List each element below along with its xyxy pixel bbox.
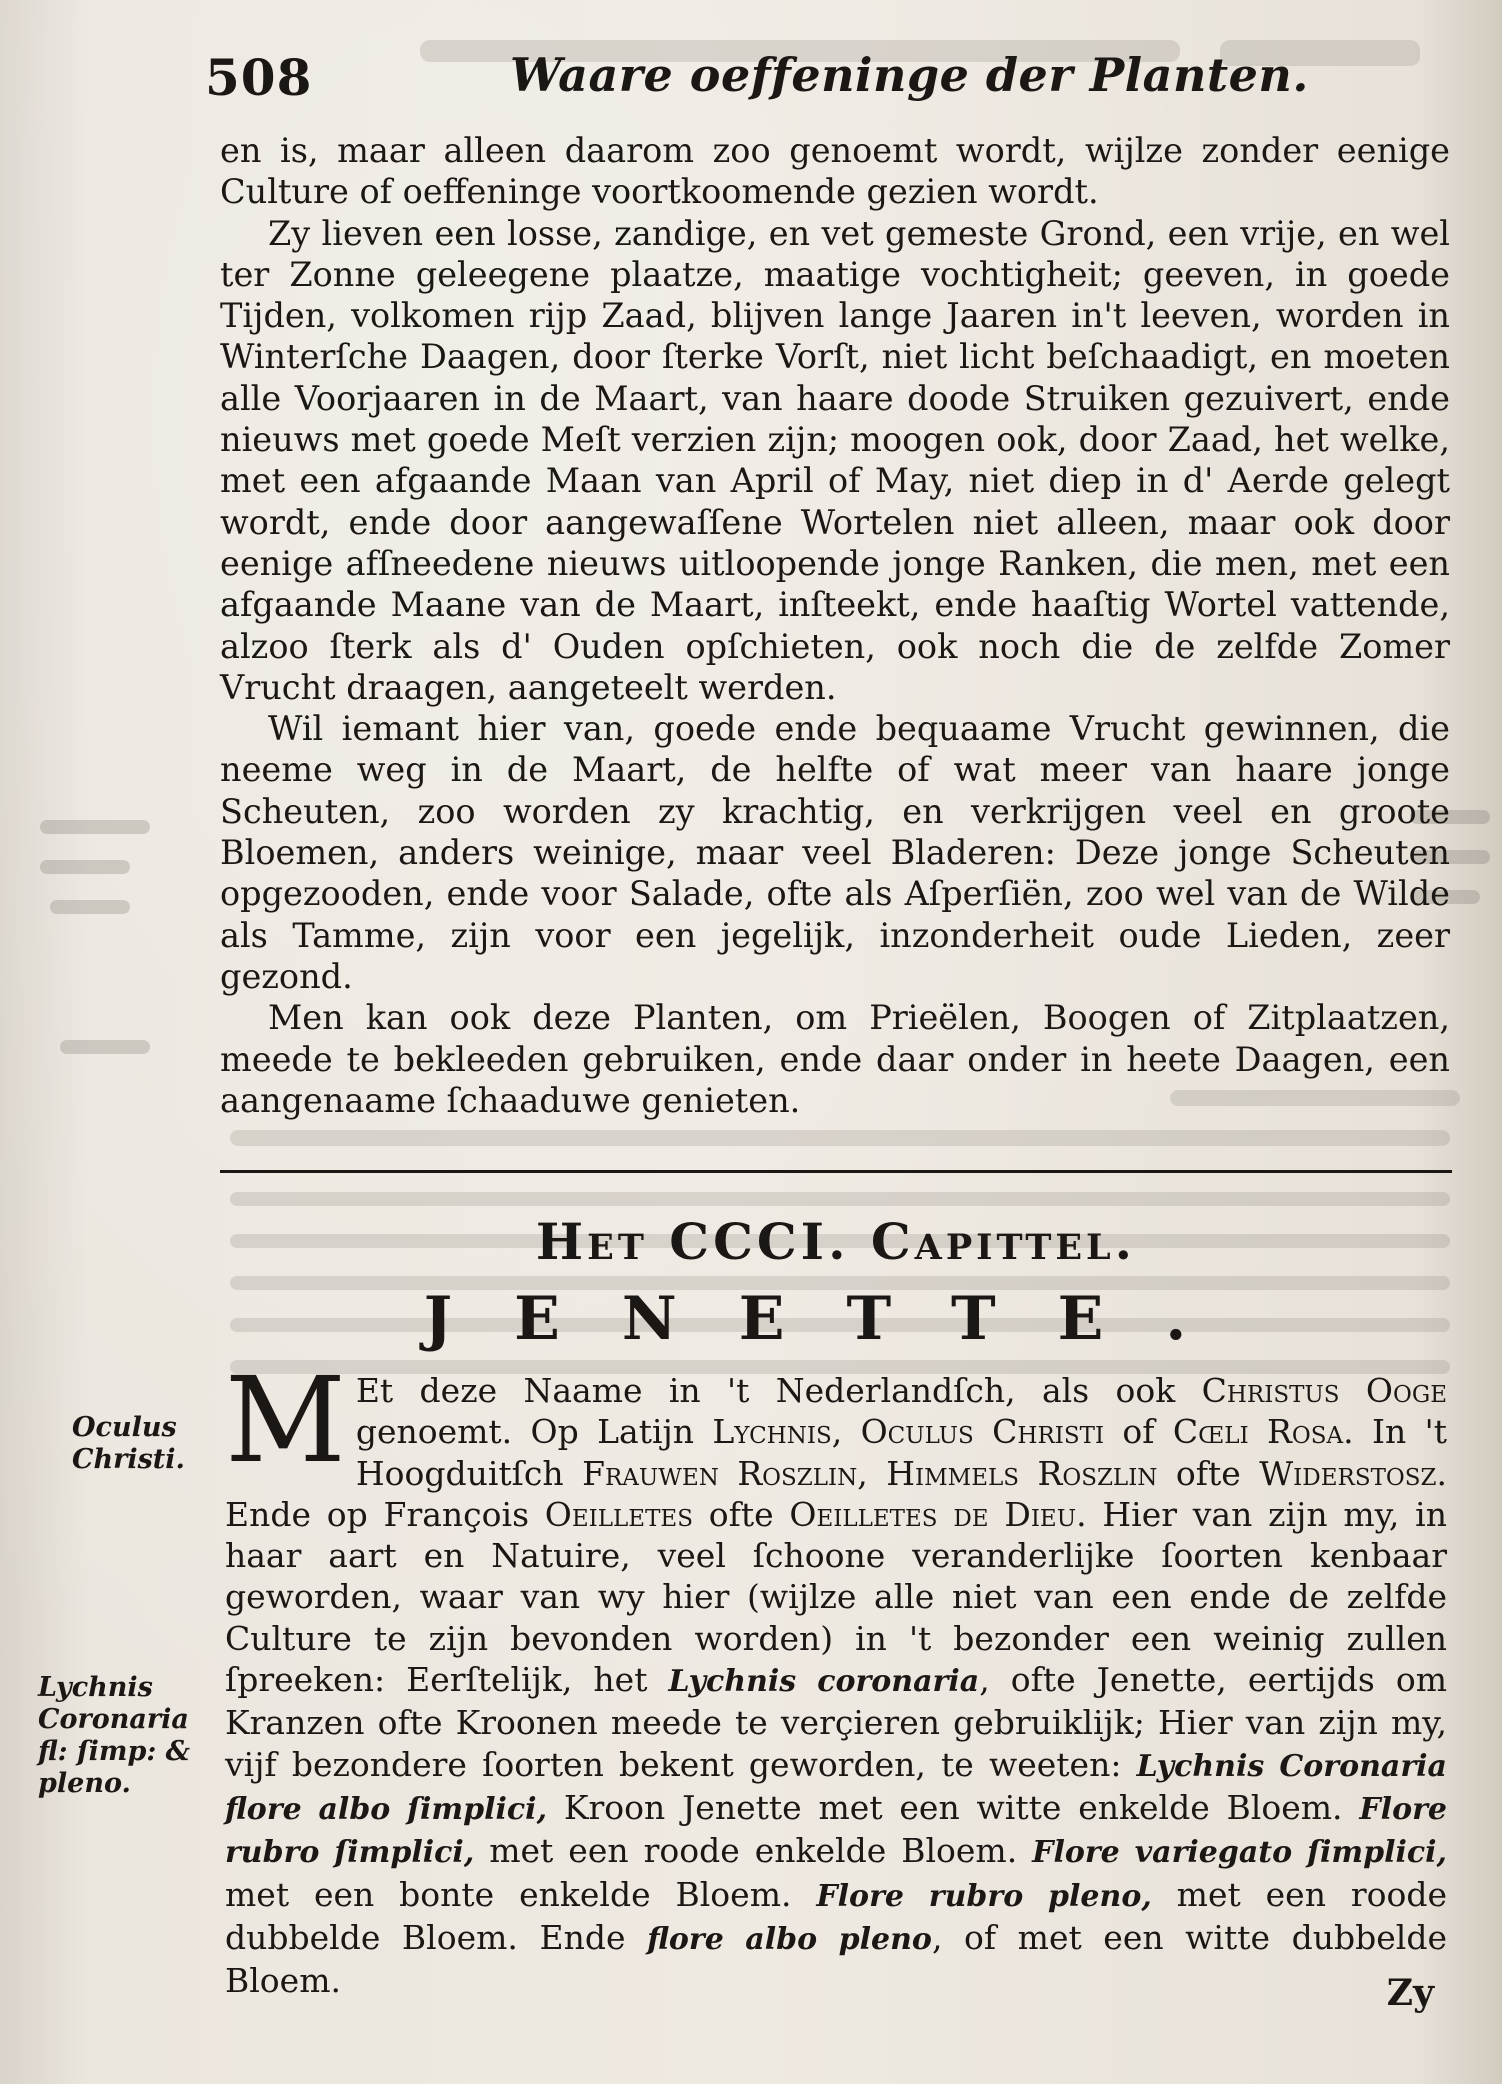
paragraph-continuation: en is, maar alleen daarom zoo genoemt wordt, wijlze zonder eenige Culture of oeffeninge voortkoomende gezien wordt. — [220, 131, 1450, 212]
running-title: Waare oeffeninge der Planten. — [510, 48, 1309, 102]
page-number: 508 — [205, 48, 313, 107]
paragraph-arbours: Men kan ook deze Planten, om Prieëlen, Boogen of Zitplaatzen, meede te bekleeden gebruiken, ende daar onder in heete Daagen, een aangenaame ſchaaduwe genieten. — [220, 998, 1450, 1120]
chapter-text — [225, 1351, 1448, 2001]
paragraph-cultivation: Zy lieven een losse, zandige, en vet gemeste Grond, een vrije, en wel ter Zonne geleegene plaatze, maatige vochtigheit; geeven, in goede Tijden, volkomen rijp Zaad, blijven lange Jaaren in't leeven, worden in Winterſche Daagen, door ſterke Vorſt, niet licht beſchaadigt, en moeten alle Voorjaaren in de Maart, van haare doode Struiken gezuivert, ende nieuws met goede Meſt verzien zijn; moogen ook, door Zaad, het welke, met een afgaande Maan van April of May, niet diep in d' Aerde gelegt wordt, ende door aangewaſſene Wortelen niet alleen, maar ook door eenige afſneedene nieuws uitloopende jonge Ranken, die men, met een afgaande Maane van de Maart, inſteekt, ende haaſtig Wortel vattende, alzoo ſterk als d' Ouden opſchieten, ook noch die de zelfde Zomer Vrucht draagen, aangeteelt werden. — [220, 213, 1450, 707]
margin-note-lychnis-coronaria: Lychnis Coronaria fl: ſimp: & pleno. — [38, 1672, 191, 1799]
paragraph-jenette: Et deze Naame in 't Nederlandſch, als ook Christus Ooge genoemt. Op Latijn Lychnis, Oculus Christi of Cœli Rosa. In 't Hoogduitſch Frauwen Roszlin, Himmels Roszlin ofte Widerstosz. Ende op François Oeilletes ofte Oeilletes de Dieu. Hier van zijn my, in haar aart en Natuire, veel ſchoone veranderlijke ſoorten kenbaar geworden, waar van wy hier (wijlze alle niet van een ende de zelfde Culture te zijn bevonden worden) in 't bezonder een weinig zullen ſpreeken: Eerſtelijk, het Lychnis coronaria, ofte Jenette, eertijds om Kranzen ofte Kroonen meede te verçieren gebruiklijk; Hier van zijn my, vijf bezondere ſoorten bekent geworden, te weeten: Lychnis Coronaria flore albo ſimplici, Kroon Jenette met een witte enkelde Bloem. Flore rubro ſimplici, met een roode enkelde Bloem. Flore variegato ſimplici, met een bonte enkelde Bloem. Flore rubro pleno, met een roode dubbelde Bloem. Ende flore albo pleno, of met een witte dubbelde Bloem. — [225, 1371, 1448, 2001]
continued-text — [220, 130, 1450, 1121]
running-head — [205, 42, 1445, 112]
chapter-title: JENETTE. — [423, 1284, 1249, 1354]
paragraph-harvest: Wil iemant hier van, goede ende bequaame Vrucht gewinnen, die neeme weg in de Maart, de helfte of wat meer van haare jonge Scheuten, zoo worden zy krachtig, en verkrijgen veel en groote Bloemen, anders weinige, maar veel Bladeren: Deze jonge Scheuten opgezooden, ende voor Salade, ofte als Aſperſiën, zoo wel van de Wilde als Tamme, zijn voor een jegelijk, inzonderheit oude Lieden, zeer gezond. — [220, 709, 1450, 996]
chapter-heading: Het CCCI. Capittel. — [535, 1212, 1137, 1271]
margin-note-oculus-christi: Oculus Christi. — [72, 1412, 185, 1475]
catchword: Zy — [1386, 1972, 1434, 2014]
chapter-divider-rule — [220, 1170, 1452, 1173]
drop-cap: M — [225, 1351, 346, 1489]
